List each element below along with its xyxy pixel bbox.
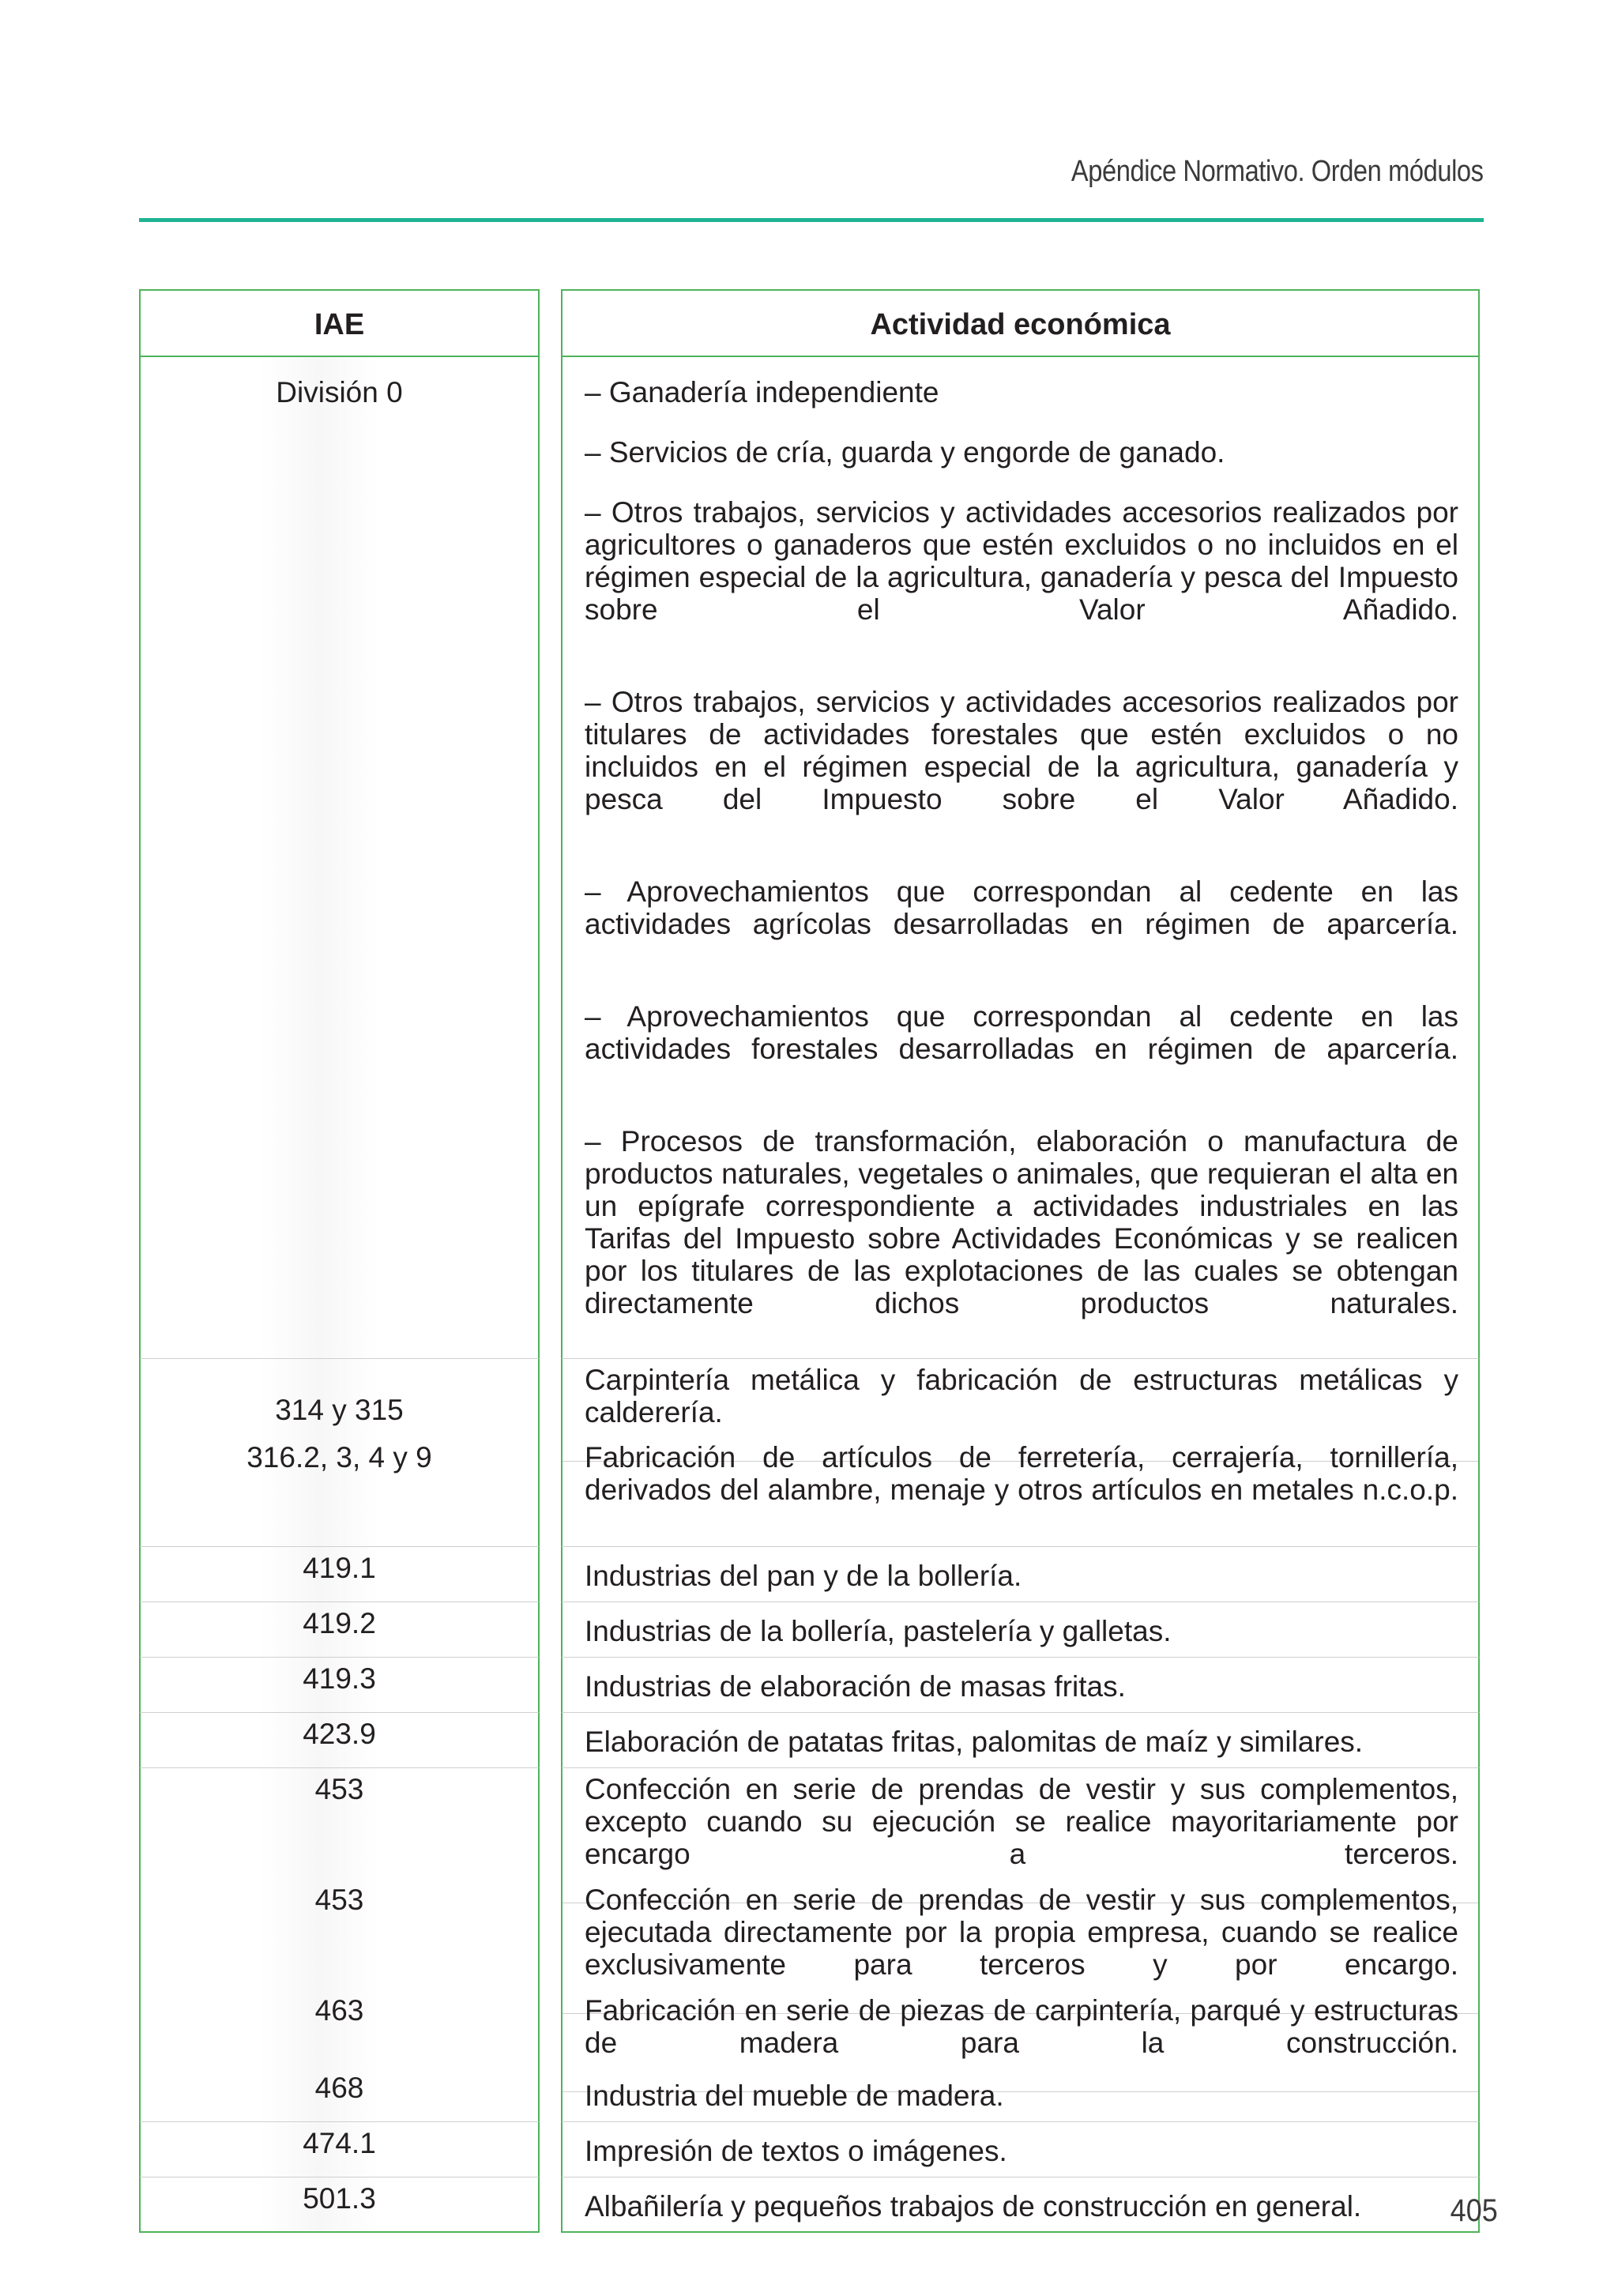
activity-item: – Otros trabajos, servicios y actividades accesorios realizados por titulares de actividades forestales que estén excluidos o no incluidos en el régimen especial de la agricultura, ganadería y pesca del Impuesto sobre el Valor Añadido. [585, 686, 1458, 815]
iae-code: 468 [139, 2067, 540, 2122]
activity-text: Confección en serie de prendas de vestir y sus complementos, excepto cuando su ejecución se realice mayoritariamente por encargo a terceros. [585, 1773, 1458, 1870]
activity-text: Industria del mueble de madera. [585, 2080, 1004, 2112]
activity-text: Impresión de textos o imágenes. [585, 2135, 1007, 2167]
running-header: Apéndice Normativo. Orden módulos [1071, 155, 1484, 188]
activity-text: Albañilería y pequeños trabajos de construcción en general. [585, 2190, 1362, 2223]
page-number: 405 [1450, 2193, 1498, 2228]
activity-description [561, 2067, 1480, 2122]
table-row [139, 2177, 1480, 2233]
iae-code: División 0 [139, 357, 540, 1359]
activity-text: Elaboración de patatas fritas, palomitas de maíz y similares. [585, 1726, 1364, 1758]
activity-list [561, 357, 1480, 1359]
activity-description [561, 1547, 1480, 1602]
iae-code: 419.2 [139, 1602, 540, 1658]
table-header-row [139, 289, 1480, 357]
activity-description [561, 2122, 1480, 2177]
table-row [139, 1602, 1480, 1658]
table-row [139, 1547, 1480, 1602]
iae-code: 501.3 [139, 2177, 540, 2233]
activity-text: Fabricación en serie de piezas de carpintería, parqué y estructuras de madera para la construcción. [585, 1994, 1458, 2059]
activity-text: Carpintería metálica y fabricación de estructuras metálicas y calderería. [585, 1364, 1458, 1428]
activity-description [561, 1658, 1480, 1713]
column-header-activity: Actividad económica [561, 289, 1480, 357]
iae-code: 314 y 315 [139, 1359, 540, 1462]
iae-activity-table [139, 289, 1480, 2233]
iae-code: 474.1 [139, 2122, 540, 2177]
activity-item: – Aprovechamientos que correspondan al cedente en las actividades forestales desarrolladas en régimen de aparcería. [585, 1000, 1458, 1065]
activity-description [561, 1713, 1480, 1768]
iae-code: 453 [139, 1879, 540, 2014]
table-row [139, 1768, 1480, 1879]
table-row [139, 1989, 1480, 2067]
table-row [139, 2067, 1480, 2122]
iae-code: 423.9 [139, 1713, 540, 1768]
iae-code: 453 [139, 1768, 540, 1903]
activity-item: – Aprovechamientos que correspondan al cedente en las actividades agrícolas desarrolladas en régimen de aparcería. [585, 875, 1458, 940]
table-row [139, 1359, 1480, 1436]
table-row [139, 1713, 1480, 1768]
iae-code: 316.2, 3, 4 y 9 [139, 1436, 540, 1547]
activity-text: Industrias de la bollería, pastelería y galletas. [585, 1615, 1172, 1647]
iae-code: 463 [139, 1989, 540, 2092]
activity-item: – Otros trabajos, servicios y actividades accesorios realizados por agricultores o ganaderos que estén excluidos o no incluidos en el régimen especial de la agricultura, ganadería y pesca del Impuesto sobre el Valor Añadido. [585, 496, 1458, 626]
activity-text: Confección en serie de prendas de vestir y sus complementos, ejecutada directamente por la propia empresa, cuando se realice exclusivamente para terceros y por encargo. [585, 1884, 1458, 1981]
table-row [139, 1658, 1480, 1713]
column-header-iae: IAE [139, 289, 540, 357]
activity-description [561, 1436, 1480, 1547]
activity-item: – Servicios de cría, guarda y engorde de ganado. [585, 436, 1225, 469]
activity-description [561, 1602, 1480, 1658]
table-row [139, 1436, 1480, 1547]
activity-item: – Procesos de transformación, elaboración o manufactura de productos naturales, vegetales o animales, que requieran el alta en un epígrafe correspondiente a actividades industriales en las Tarifas del Impuesto sobre Actividades Económicas y se realicen por los titulares de las explotaciones de las cuales se obtengan directamente dichos productos naturales. [585, 1125, 1458, 1319]
activity-text: Industrias de elaboración de masas fritas. [585, 1670, 1126, 1703]
table-row [139, 1879, 1480, 1989]
table-row-division-0 [139, 357, 1480, 1359]
iae-code: 419.3 [139, 1658, 540, 1713]
activity-text: Fabricación de artículos de ferretería, cerrajería, tornillería, derivados del alambre, menaje y otros artículos en metales n.c.o.p. [585, 1441, 1458, 1506]
table-row [139, 2122, 1480, 2177]
activity-description [561, 2177, 1480, 2233]
iae-code: 419.1 [139, 1547, 540, 1602]
activity-text: Industrias del pan y de la bollería. [585, 1560, 1022, 1592]
activity-item: – Ganadería independiente [585, 376, 939, 408]
header-rule [139, 218, 1484, 222]
